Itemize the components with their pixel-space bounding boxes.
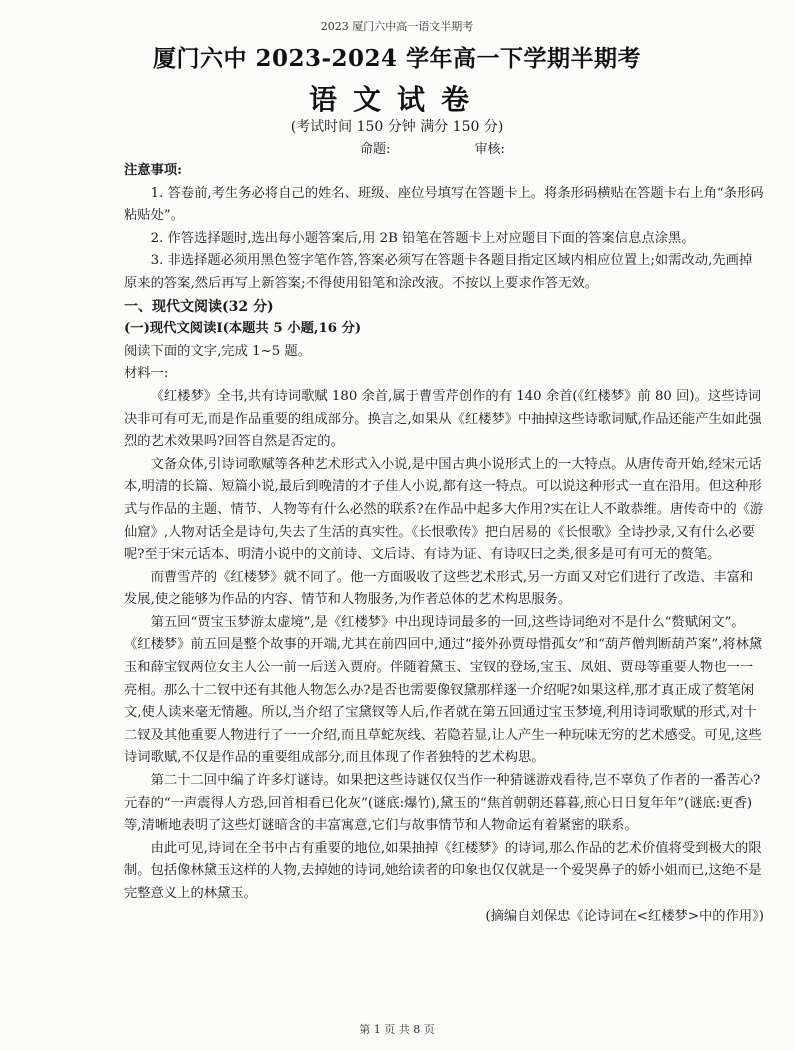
paragraph-6: 由此可见,诗词在全书中占有重要的地位,如果抽掉《红楼梦》的诗词,那么作品的艺术价值将受到极大的限制。包括像林黛玉这样的人物,去掉她的诗词,她给读者的印象也仅仅就是一个爱哭鼻子的娇小姐而已,这绝不是完整意义上的林黛玉。 bbox=[124, 840, 762, 901]
paragraph-1: 《红楼梦》全书,共有诗词歌赋 180 余首,属于曹雪芹创作的有 140 余首(《红楼梦》前 80 回)。这些诗词决非可有可无,而是作品重要的组成部分。换言之,如果从《红楼梦》中抽掉这些诗歌词赋,作品还能产生如此强烈的艺术效果吗?回答自然是否定的。 bbox=[124, 388, 762, 450]
proposer-row bbox=[360, 138, 585, 157]
proposer-label: 命题: bbox=[360, 142, 391, 157]
page-footer: 第 1 页 共 8 页 bbox=[359, 1023, 435, 1036]
paragraph-3: 而曹雪芹的《红楼梦》就不同了。他一方面吸收了这些艺术形式,另一方面又对它们进行了改造、丰富和发展,使之能够为作品的内容、情节和人物服务,为作者总体的艺术构思服务。 bbox=[124, 569, 754, 608]
source-citation: (摘编自刘保忠《论诗词在<红楼梦>中的作用》) bbox=[485, 908, 764, 924]
instruction: 阅读下面的文字,完成 1~5 题。 bbox=[124, 343, 312, 359]
notice-title: 注意事项: bbox=[124, 163, 183, 178]
paragraph-4: 第五回“贾宝玉梦游太虚境”,是《红楼梦》中出现诗词最多的一回,这些诗词绝对不是什么“赘赋闲文”。《红楼梦》前五回是整个故事的开端,尤其在前四回中,通过“接外孙贾母惜孤女”和“葫芦僧判断葫芦案”,将林黛玉和薛宝钗两位女主人公一前一后送入贾府。伴随着黛玉、宝钗的登场,宝玉、凤姐、贾母等重要人物也一一亮相。那么十二钗中还有其他人物怎么办?是否也需要像钗黛那样逐一介绍呢?如果这样,那才真正成了赘笔闲文,使人读来毫无情趣。所以,当介绍了宝黛钗等人后,作者就在第五回通过宝玉梦境,利用诗词歌赋的形式,对十二钗及其他重要人物进行了一一介绍,而且草蛇灰线、若隐若显,让人产生一种玩味无穷的艺术感受。可见,这些诗词歌赋,不仅是作品的重要组成部分,而且体现了作者独特的艺术构思。 bbox=[124, 614, 763, 766]
page-header: 2023 厦门六中高一语文半期考 bbox=[320, 20, 474, 33]
notice-item-1: 1. 答卷前,考生务必将自己的姓名、班级、座位号填写在答题卡上。将条形码横贴在答题卡右上角“条形码粘贴处”。 bbox=[124, 185, 764, 224]
notice-item-2: 2. 作答选择题时,选出每小题答案后,用 2B 铅笔在答题卡上对应题目下面的答案信息点涂黑。 bbox=[150, 230, 695, 246]
reviewer-label: 审核: bbox=[474, 142, 505, 157]
notice-item-3: 3. 非选择题必须用黑色签字笔作答,答案必须写在答题卡各题目指定区域内相应位置上;如需改动,先画掉原来的答案,然后再写上新答案;不得使用铅笔和涂改液。不按以上要求作答无效。 bbox=[124, 253, 753, 291]
content bbox=[124, 160, 764, 928]
paper-title: 语文试卷 bbox=[308, 83, 485, 116]
section-title: 一、现代文阅读(32 分) bbox=[124, 298, 274, 315]
exam-title: 厦门六中 2023-2024 学年高一下学期半期考 bbox=[152, 45, 642, 72]
material-label: 材料一: bbox=[124, 366, 169, 382]
paragraph-5: 第二十二回中编了许多灯谜诗。如果把这些诗谜仅仅当作一种猜谜游戏看待,岂不辜负了作者的一番苦心?元春的“一声震得人方恐,回首相看已化灰”(谜底:爆竹),黛玉的“焦首朝朝还暮暮,煎心日日复年年”(谜底:更香)等,清晰地表明了这些灯谜暗含的丰富寓意,它们与故事情节和人物命运有着紧密的联系。 bbox=[124, 773, 761, 834]
exam-info: (考试时间 150 分钟 满分 150 分) bbox=[290, 119, 504, 135]
paragraph-2: 文备众体,引诗词歌赋等各种艺术形式入小说,是中国古典小说形式上的一大特点。从唐传奇开始,经宋元话本,明清的长篇、短篇小说,最后到晚清的才子佳人小说,都有这一特点。可以说这种形式一直在沿用。但这种形式与作品的主题、情节、人物等有什么必然的联系?在作品中起多大作用?实在让人不敢恭维。唐传奇中的《游仙窟》,人物对话全是诗句,失去了生活的真实性。《长恨歌传》把白居易的《长恨歌》全诗抄录,又有什么必要呢?至于宋元话本、明清小说中的文前诗、文后诗、有诗为证、有诗叹曰之类,很多是可有可无的赘笔。 bbox=[124, 456, 764, 563]
subsection-title: (一)现代文阅读Ⅰ(本题共 5 小题,16 分) bbox=[124, 321, 362, 337]
